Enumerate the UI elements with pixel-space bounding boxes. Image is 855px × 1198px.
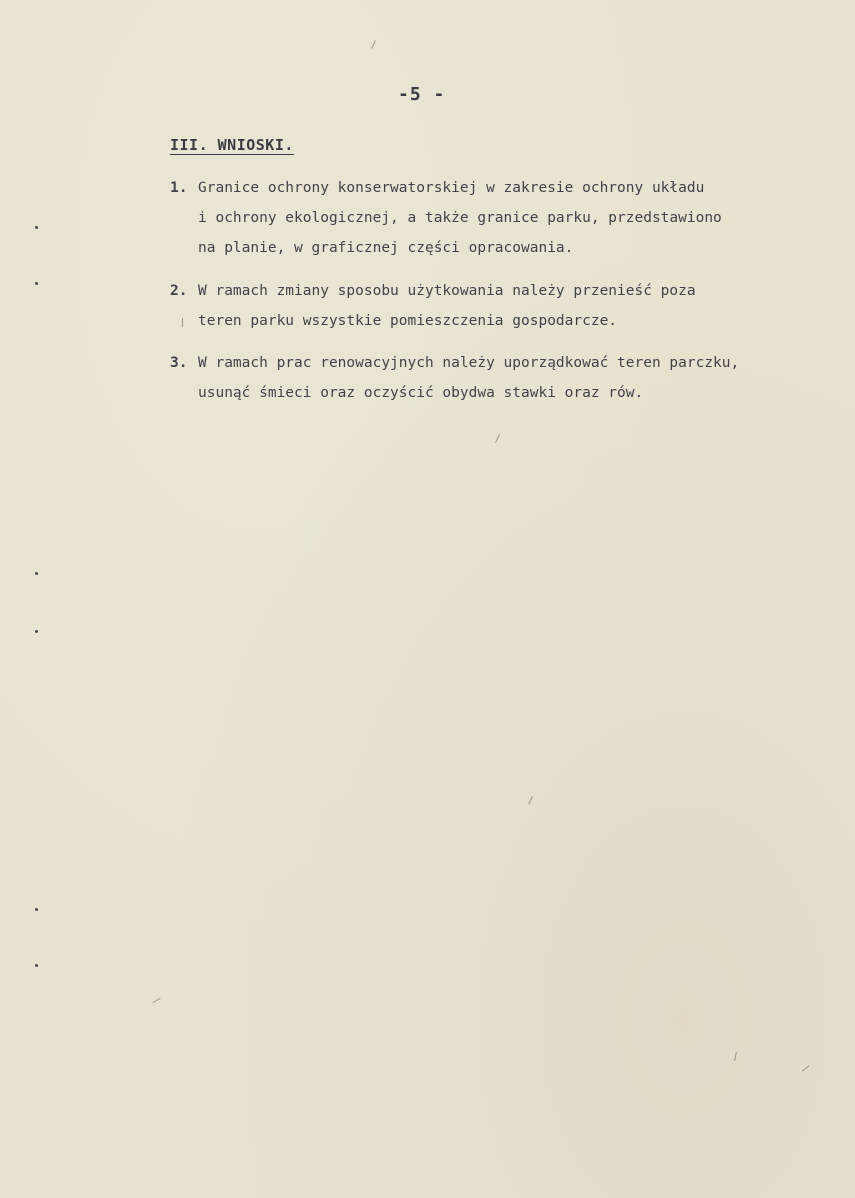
list-item-first-line: [170, 276, 696, 306]
paper-speck: [495, 434, 500, 443]
margin-mark: [35, 630, 38, 633]
list-item-first-line: [170, 173, 704, 203]
list-item-number: 3.: [170, 355, 188, 371]
paper-speck: [371, 40, 376, 49]
margin-mark: [35, 908, 38, 911]
margin-mark: [35, 226, 38, 229]
paper-speck: [528, 796, 533, 805]
paper-speck: [182, 318, 183, 327]
margin-mark: [35, 282, 38, 285]
list-item-text: W ramach prac renowacyjnych należy uporządkować teren parczku,: [198, 355, 740, 371]
margin-mark: [35, 572, 38, 575]
list-item-text: Granice ochrony konserwatorskiej w zakresie ochrony układu: [198, 180, 705, 196]
list-item-first-line: [170, 348, 739, 378]
list-item-text: na planie, w graficznej części opracowania.: [198, 240, 574, 256]
section-heading: III. WNIOSKI.: [170, 136, 294, 154]
page-number: -5 -: [398, 84, 446, 105]
list-item-text: teren parku wszystkie pomieszczenia gospodarcze.: [198, 313, 618, 329]
paper-speck: [734, 1052, 737, 1061]
paper-speck: [802, 1065, 810, 1072]
list-item-text: i ochrony ekologicznej, a także granice parku, przedstawiono: [198, 210, 722, 226]
list-item-text: W ramach zmiany sposobu użytkowania należy przenieść poza: [198, 283, 696, 299]
list-item-number: 2.: [170, 283, 188, 299]
list-item-number: 1.: [170, 180, 188, 196]
margin-mark: [35, 964, 38, 967]
paper-speck: [152, 998, 160, 1003]
list-item-text: usunąć śmieci oraz oczyścić obydwa stawki oraz rów.: [198, 385, 644, 401]
